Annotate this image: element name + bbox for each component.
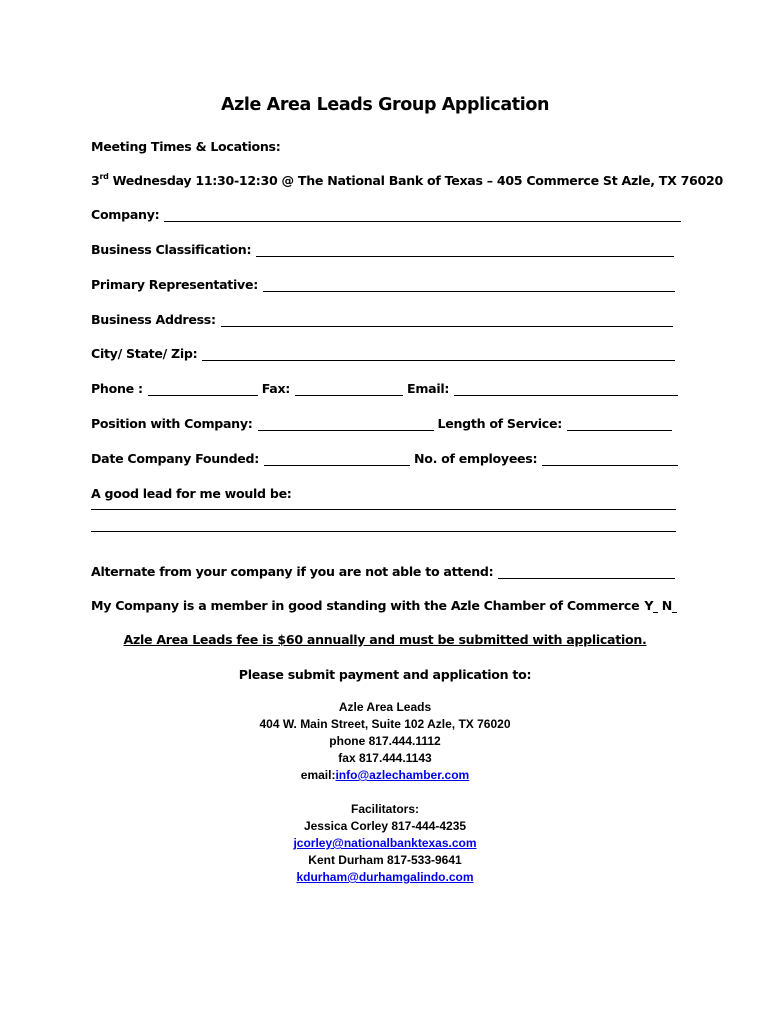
meeting-ordinal: 3 — [91, 173, 100, 188]
good-lead-field-line-2[interactable] — [91, 531, 676, 532]
company-label: Company: — [91, 207, 160, 222]
business-classification-row — [91, 242, 674, 258]
date-founded-label: Date Company Founded: — [91, 451, 259, 466]
company-field[interactable] — [164, 209, 681, 222]
company-row — [91, 207, 681, 223]
meeting-text: Wednesday 11:30-12:30 @ The National Bank of Texas – 405 Commerce St Azle, TX 76020 — [108, 173, 723, 188]
member-yes-field[interactable] — [653, 600, 658, 613]
member-row — [91, 598, 681, 614]
fax-field[interactable] — [295, 383, 403, 396]
good-lead-label: A good lead for me would be: — [91, 486, 292, 501]
good-lead-field-line-1[interactable] — [91, 509, 676, 510]
meeting-ordinal-suffix: rd — [99, 171, 109, 181]
phone-field[interactable] — [148, 383, 258, 396]
submit-heading: Please submit payment and application to: — [238, 667, 532, 682]
alternate-field[interactable] — [498, 566, 675, 579]
position-label: Position with Company: — [91, 416, 253, 431]
facilitators-block — [0, 801, 770, 886]
facilitator-2-email-link[interactable]: kdurham@durhamgalindo.com — [296, 870, 474, 884]
email-label: Email: — [407, 381, 450, 396]
fee-notice: Azle Area Leads fee is $60 annually and must be submitted with application. — [123, 632, 647, 647]
length-of-service-label: Length of Service: — [437, 416, 562, 431]
business-address-label: Business Address: — [91, 312, 216, 327]
org-fax: fax 817.444.1143 — [338, 751, 432, 765]
meeting-heading: Meeting Times & Locations: — [91, 139, 281, 154]
position-row — [91, 416, 672, 432]
org-name: Azle Area Leads — [338, 700, 432, 714]
email-field[interactable] — [454, 383, 678, 396]
business-classification-label: Business Classification: — [91, 242, 252, 257]
member-yes-label: Y — [644, 598, 654, 613]
alternate-label: Alternate from your company if you are not able to attend: — [91, 564, 494, 579]
length-of-service-field[interactable] — [567, 418, 672, 431]
facilitator-2: Kent Durham 817-533-9641 — [308, 853, 462, 867]
fax-label: Fax: — [261, 381, 291, 396]
facilitator-1: Jessica Corley 817-444-4235 — [303, 819, 467, 833]
page-title: Azle Area Leads Group Application — [220, 95, 550, 115]
business-address-row — [91, 312, 673, 328]
meeting-details — [91, 171, 723, 189]
org-phone: phone 817.444.1112 — [329, 734, 441, 748]
city-state-zip-label: City/ State/ Zip: — [91, 346, 198, 361]
alternate-row — [91, 564, 675, 580]
city-state-zip-field[interactable] — [202, 348, 675, 361]
founded-row — [91, 451, 678, 467]
facilitators-heading: Facilitators: — [350, 802, 419, 816]
primary-representative-field[interactable] — [263, 279, 675, 292]
position-field[interactable] — [258, 418, 434, 431]
member-no-field[interactable] — [672, 600, 677, 613]
num-employees-label: No. of employees: — [413, 451, 538, 466]
org-email-label: email: — [300, 768, 336, 782]
primary-representative-row — [91, 277, 675, 293]
business-address-field[interactable] — [221, 314, 673, 327]
org-contact-block — [0, 699, 770, 784]
org-address: 404 W. Main Street, Suite 102 Azle, TX 76020 — [259, 717, 511, 731]
city-state-zip-row — [91, 346, 675, 362]
num-employees-field[interactable] — [542, 453, 678, 466]
facilitator-1-email-link[interactable]: jcorley@nationalbanktexas.com — [293, 836, 477, 850]
org-email-line — [0, 767, 770, 784]
date-founded-field[interactable] — [264, 453, 410, 466]
business-classification-field[interactable] — [256, 244, 674, 257]
member-no-label: N — [661, 598, 673, 613]
contact-row — [91, 381, 678, 397]
phone-label: Phone : — [91, 381, 143, 396]
primary-representative-label: Primary Representative: — [91, 277, 258, 292]
member-question: My Company is a member in good standing with the Azle Chamber of Commerce — [91, 598, 640, 613]
org-email-link[interactable]: info@azlechamber.com — [335, 768, 470, 782]
